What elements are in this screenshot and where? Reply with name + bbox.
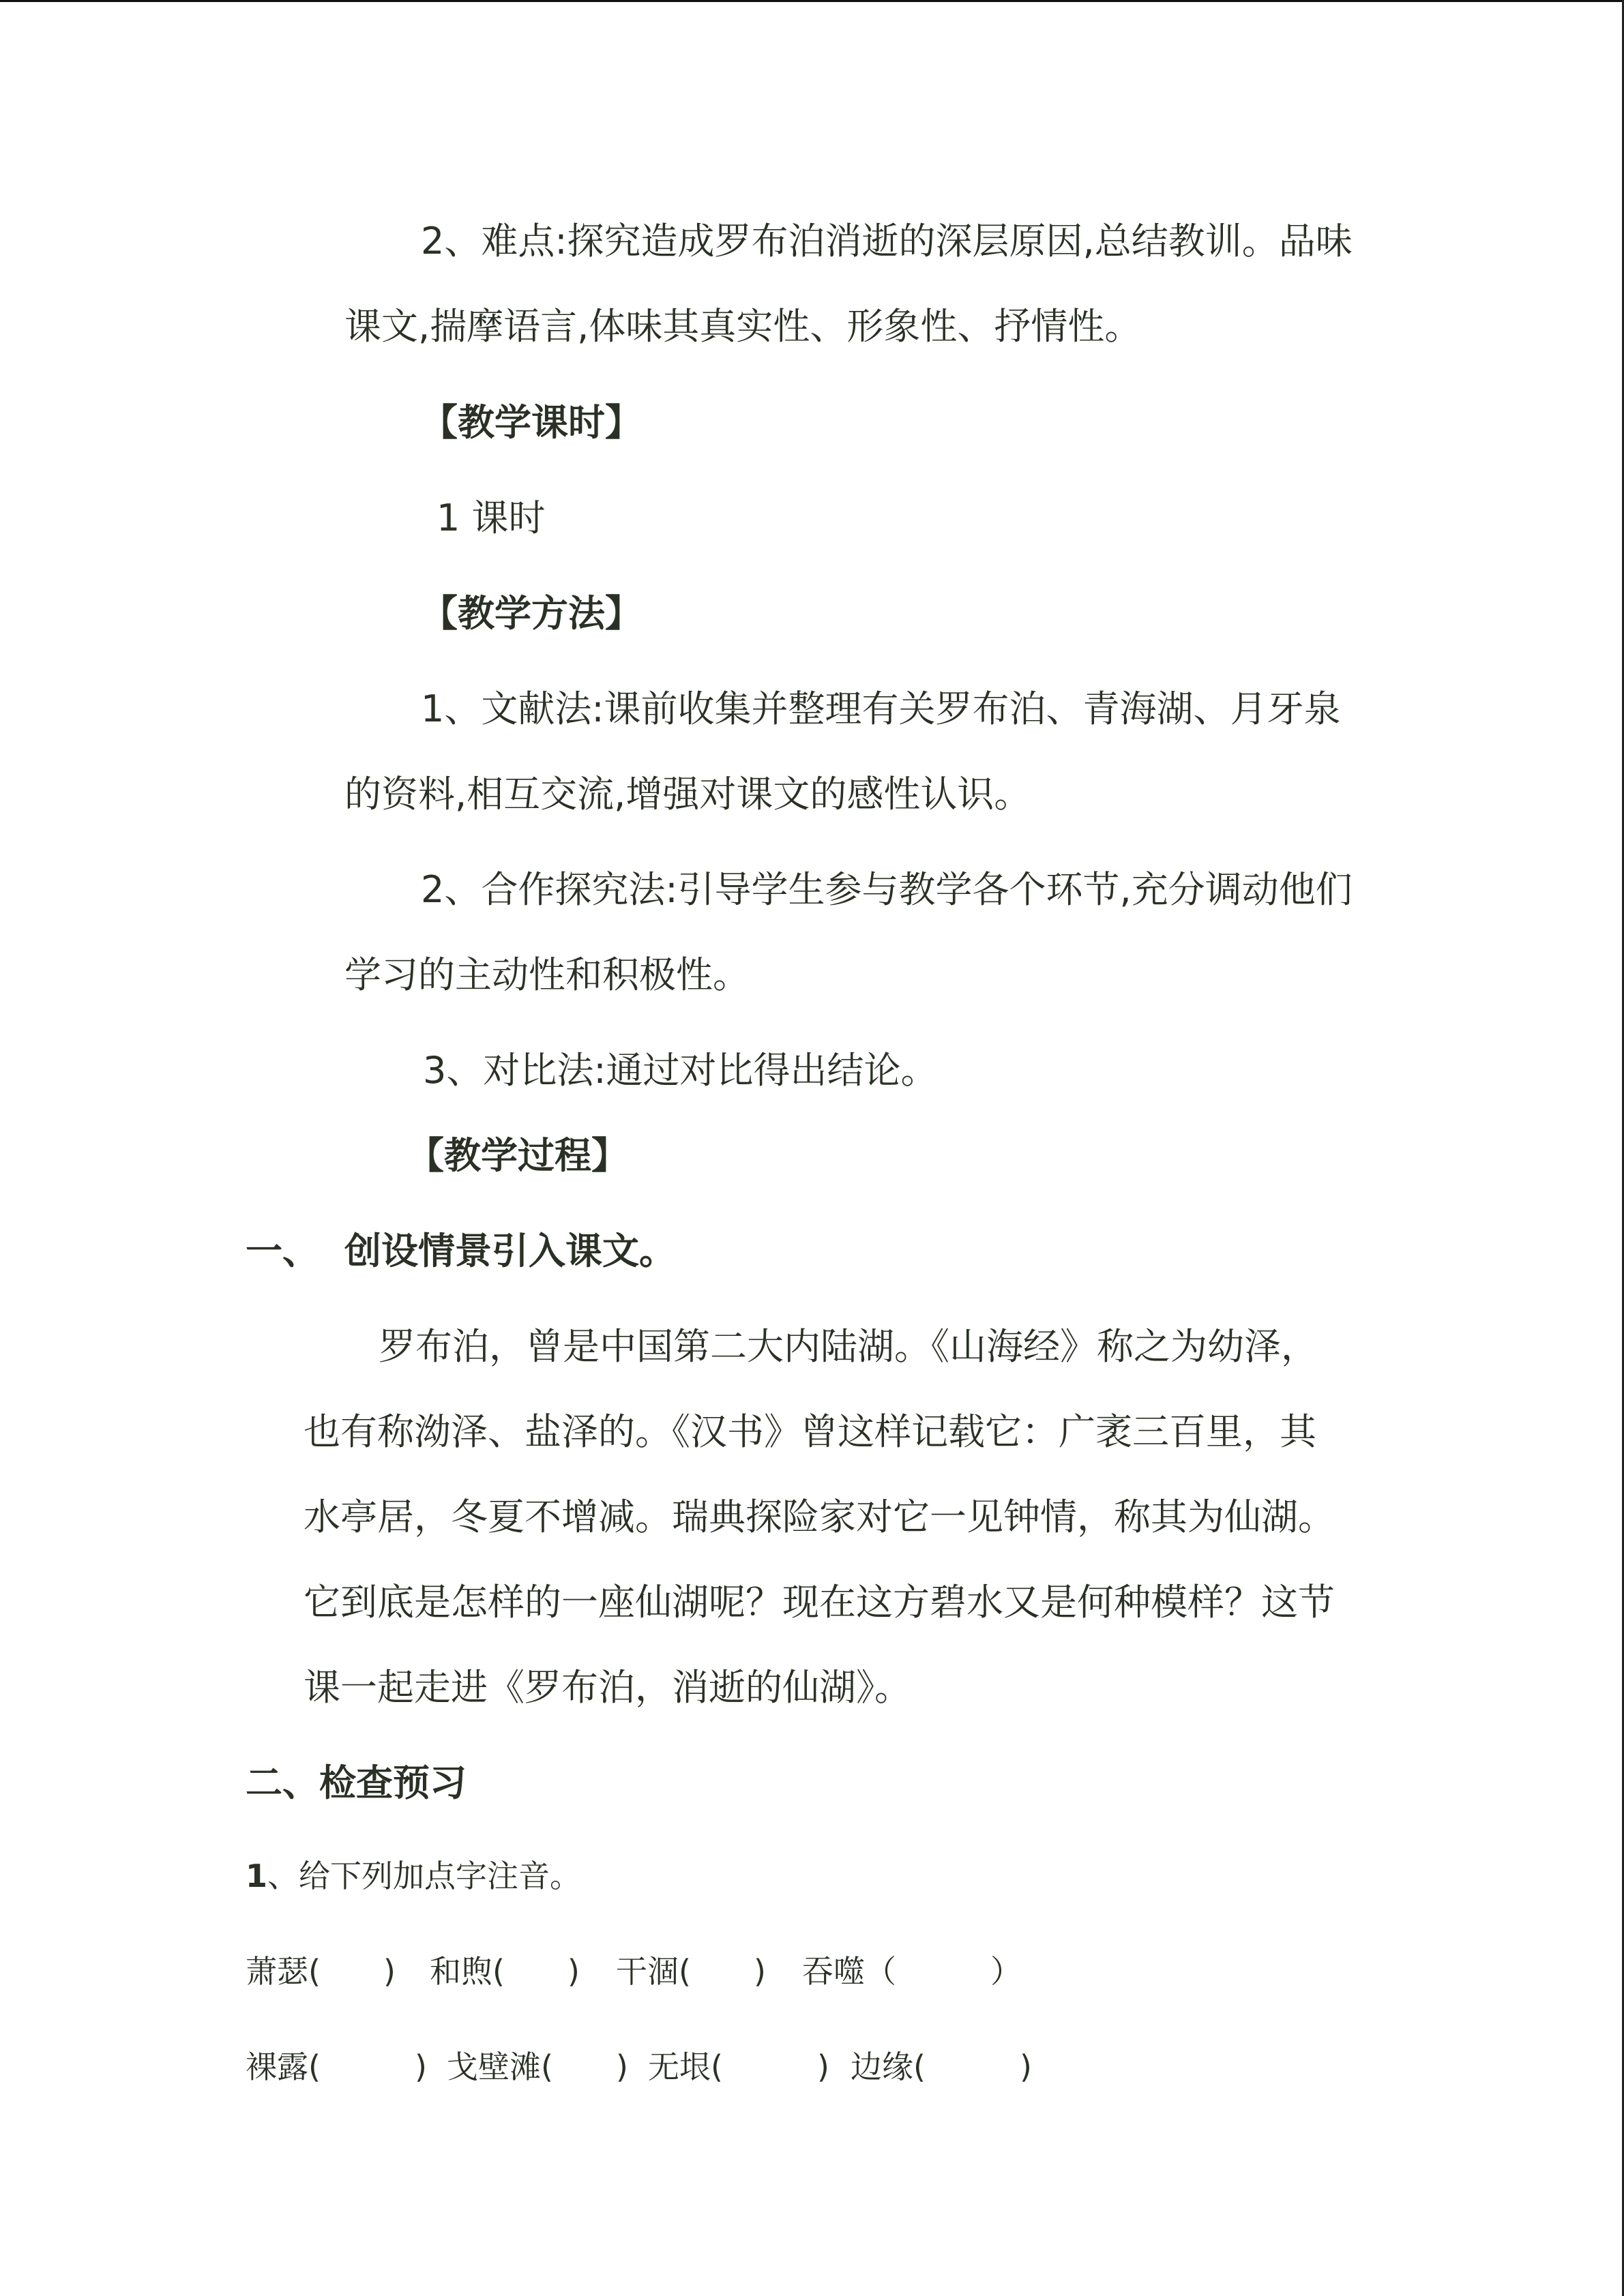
- section-1-title: 创设情景引入课文。: [344, 1229, 676, 1272]
- methods-heading: 【教学方法】: [421, 592, 642, 635]
- method-1-line-2: 的资料,相互交流,增强对课文的感性认识。: [344, 773, 1031, 816]
- method-1-line-1: 1、文献法:课前收集并整理有关罗布泊、青海湖、月牙泉: [421, 687, 1341, 730]
- method-2-line-1: 2、合作探究法:引导学生参与教学各个环节,充分调动他们: [421, 868, 1353, 911]
- class-hours-heading: 【教学课时】: [421, 401, 642, 444]
- row-1-item-1: 萧瑟( ): [246, 1953, 396, 1990]
- row-1-item-3: 干涸( ): [616, 1953, 766, 1990]
- task-1-number: 1: [246, 1858, 268, 1894]
- intro-line-2: 也有称泑泽、盐泽的。《汉书》曾这样记载它：广袤三百里，其: [304, 1410, 1316, 1453]
- method-3: 3、对比法:通过对比得出结论。: [423, 1049, 938, 1092]
- row-2-item-3: 无垠( ): [648, 2048, 829, 2085]
- section-2-title: 二、检查预习: [246, 1761, 467, 1804]
- row-2-item-2: 戈壁滩( ): [447, 2048, 628, 2085]
- class-hours-value: 1 课时: [437, 496, 546, 539]
- row-2-item-1: 裸露( ): [246, 2048, 427, 2085]
- process-heading: 【教学过程】: [407, 1134, 628, 1177]
- intro-line-4: 它到底是怎样的一座仙湖呢？现在这方碧水又是何种模样？这节: [304, 1581, 1335, 1624]
- difficulty-line-2: 课文,揣摩语言,体味其真实性、形象性、抒情性。: [344, 305, 1142, 348]
- row-2-item-4: 边缘( ): [851, 2048, 1032, 2085]
- page-top-border: [0, 0, 1624, 2]
- difficulty-line-1: 2、难点:探究造成罗布泊消逝的深层原因,总结教训。品味: [421, 220, 1353, 263]
- section-1-number: 一、: [246, 1229, 319, 1272]
- task-1-text: 、给下列加点字注音。: [267, 1858, 582, 1894]
- intro-line-1: 罗布泊，曾是中国第二大内陆湖。《山海经》称之为幼泽，: [379, 1325, 1318, 1368]
- intro-line-5: 课一起走进《罗布泊，消逝的仙湖》。: [304, 1666, 911, 1709]
- row-1-item-2: 和煦( ): [430, 1953, 580, 1990]
- method-2-line-2: 学习的主动性和积极性。: [344, 953, 750, 996]
- row-1-item-4: 吞噬（ ）: [802, 1953, 1022, 1990]
- task-1: [246, 1860, 581, 1892]
- intro-line-3: 水亭居，冬夏不增减。瑞典探险家对它一见钟情，称其为仙湖。: [304, 1495, 1335, 1538]
